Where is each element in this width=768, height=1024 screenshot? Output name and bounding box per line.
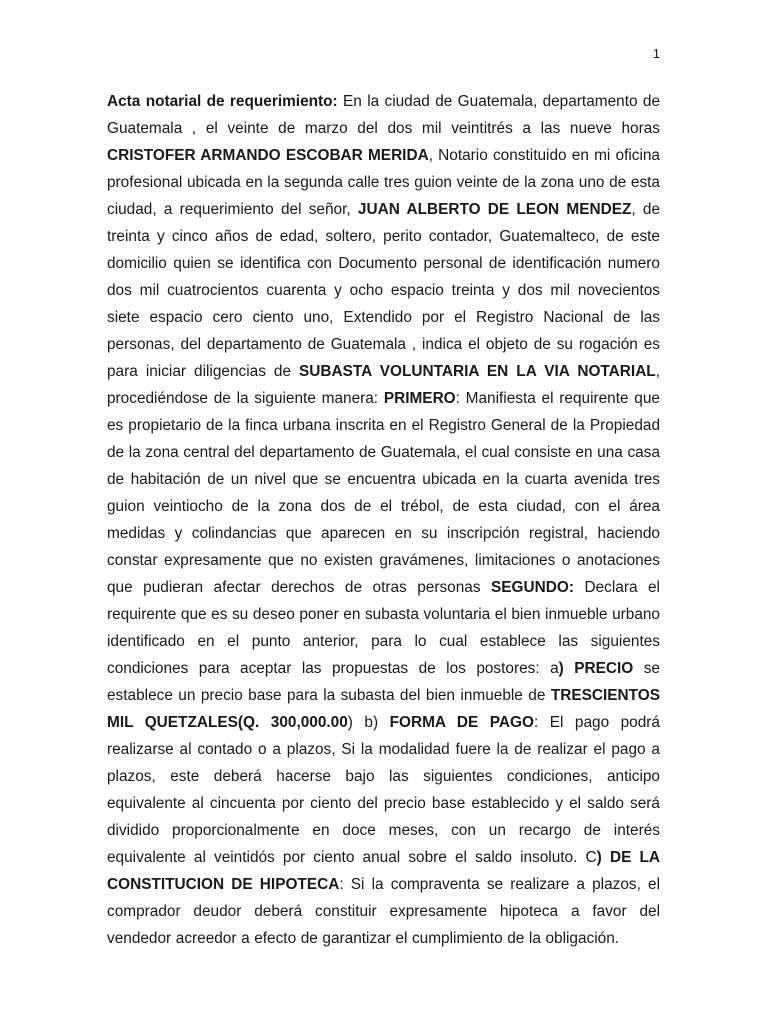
text-run: : Si la compraventa se realizare a plazos, el comprador deudor deberá constituir expresamente hipoteca a favor del vendedor acreedor a efecto de garantizar el cumplimiento de la obligación. — [107, 876, 660, 947]
bold-text-run: ) PRECIO — [558, 660, 634, 677]
document-body — [107, 88, 660, 952]
bold-text-run: ) DE LA CONSTITUCION DE HIPOTECA — [107, 849, 660, 893]
text-run: ) b) — [347, 714, 390, 731]
text-run: , de treinta y cinco años de edad, soltero, perito contador, Guatemalteco, de este domicilio quien se identifica con Documento personal de identificación numero dos mil cuatrocientos cuarenta y ocho espacio treinta y dos mil novecientos siete espacio cero ciento uno, Extendido por el Registro Nacional de las personas, del departamento de Guatemala , indica el objeto de su rogación es para iniciar diligencias de — [107, 201, 660, 380]
text-run: : El pago podrá realizarse al contado o a plazos, Si la modalidad fuere la de realizar el pago a plazos, este deberá hacerse bajo las siguientes condiciones, anticipo equivalente al cincuenta por ciento del precio base establecido y el saldo será dividido proporcionalmente en doce meses, con un recargo de interés equivalente al veintidós por ciento anual sobre el saldo insoluto. C — [107, 714, 660, 866]
bold-text-run: PRIMERO — [383, 390, 456, 407]
page-number: 1 — [652, 46, 660, 61]
bold-text-run: SUBASTA VOLUNTARIA EN LA VIA NOTARIAL — [299, 363, 656, 380]
text-run: : Manifiesta el requirente que es propietario de la finca urbana inscrita en el Registro General de la Propiedad de la zona central del departamento de Guatemala, el cual consiste en una casa de habitación de un nivel que se encuentra ubicada en la cuarta avenida tres guion veintiocho de la zona dos de el trébol, de esta ciudad, con el área medidas y colindancias que aparecen en su inscripción registral, haciendo constar expresamente que no existen gravámenes, limitaciones o anotaciones que pudieran afectar derechos de otras personas — [107, 390, 660, 596]
text-run: Declara el requirente que es su deseo poner en subasta voluntaria el bien inmueble urbano identificado en el punto anterior, para lo cual establece las siguientes condiciones para aceptar las propuestas de los postores: a — [107, 579, 660, 677]
bold-text-run: FORMA DE PAGO — [389, 714, 534, 731]
text-run: , Notario constituido en mi oficina profesional ubicada en la segunda calle tres guion veinte de la zona uno de esta ciudad, a requerimiento del señor, — [107, 147, 660, 218]
text-run: , procediéndose de la siguiente manera: — [107, 363, 660, 407]
text-run: En la ciudad de Guatemala, departamento de Guatemala , el veinte de marzo del dos mil veintitrés a las nueve horas — [107, 93, 660, 137]
bold-text-run: JUAN ALBERTO DE LEON MENDEZ — [357, 201, 632, 218]
bold-text-run: SEGUNDO: — [491, 579, 574, 596]
bold-text-run: Acta notarial de requerimiento: — [107, 93, 338, 110]
bold-text-run: TRESCIENTOS MIL QUETZALES(Q. 300,000.00 — [107, 687, 660, 731]
bold-text-run: CRISTOFER ARMANDO ESCOBAR MERIDA — [107, 147, 429, 164]
text-run: se establece un precio base para la subasta del bien inmueble de — [107, 660, 660, 704]
